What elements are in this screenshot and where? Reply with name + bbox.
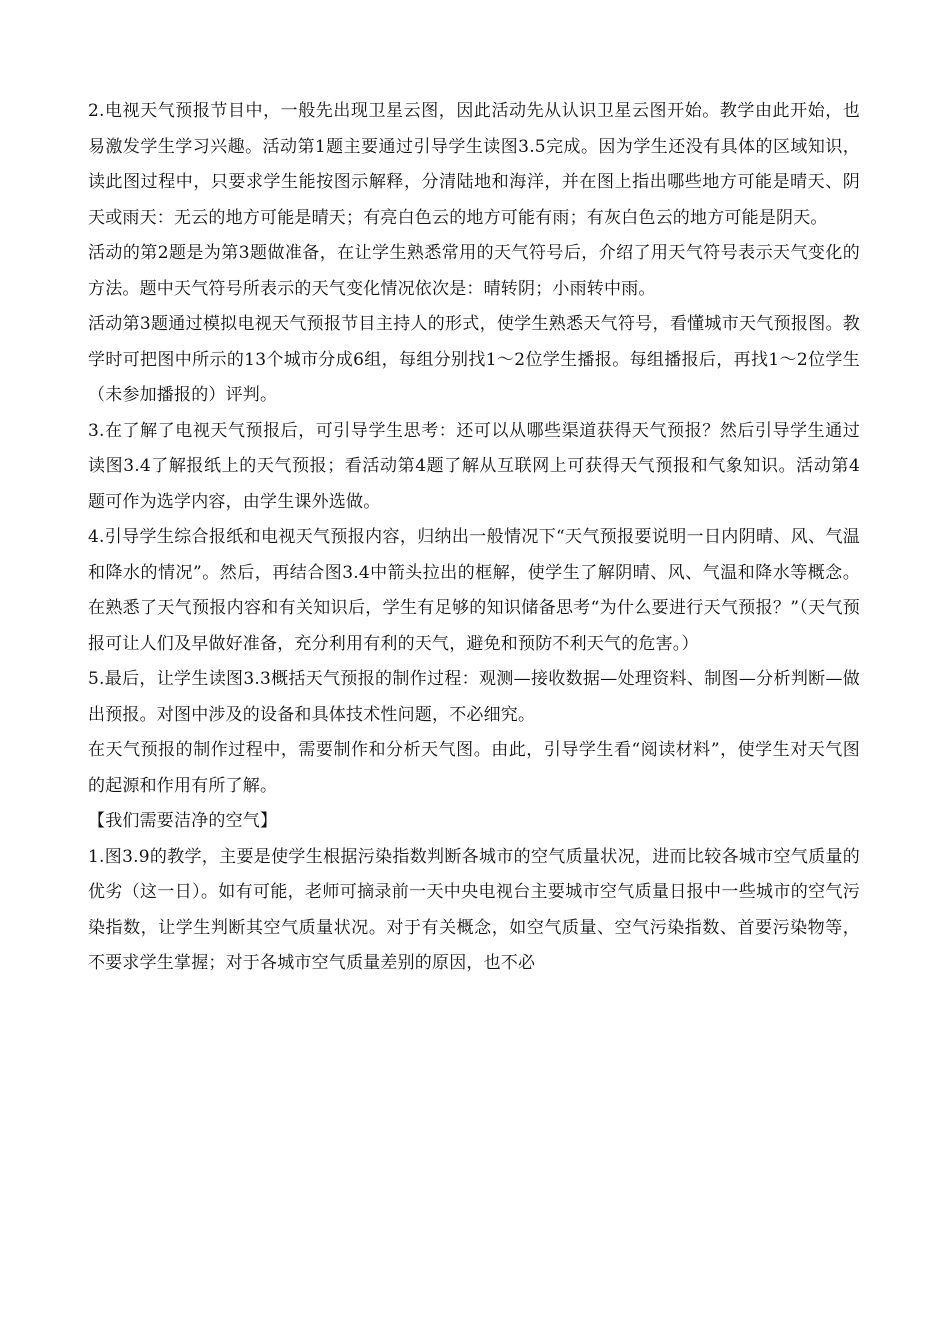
paragraph-weather-symbols: 活动的第2题是为第3题做准备，在让学生熟悉常用的天气符号后，介绍了用天气符号表示天气变化的方法。题中天气符号所表示的天气变化情况依次是：晴转阴；小雨转中雨。: [88, 243, 860, 299]
paragraph-weather-map: 在天气预报的制作过程中，需要制作和分析天气图。由此，引导学生看“阅读材料”，使学生对天气图的起源和作用有所了解。: [88, 740, 860, 796]
paragraph-satellite-cloud: 2.电视天气预报节目中，一般先出现卫星云图，因此活动先从认识卫星云图开始。教学由此开始，也易激发学生学习兴趣。活动第1题主要通过引导学生读图3.5完成。因为学生还没有具体的区域知识，读此图过程中，只要求学生能按图示解释，分清陆地和海洋，并在图上指出哪些地方可能是晴天、阴天或雨天：无云的地方可能是晴天；有亮白色云的地方可能有雨；有灰白色云的地方可能是阴天。: [88, 101, 860, 228]
section-title-clean-air: 【我们需要洁净的空气】: [88, 811, 278, 831]
paragraph-air-quality: 1.图3.9的教学，主要是使学生根据污染指数判断各城市的空气质量状况，进而比较各城市空气质量的优劣（这一日）。如有可能，老师可摘录前一天中央电视台主要城市空气质量日报中一些城市的空气污染指数，让学生判断其空气质量状况。对于有关概念，如空气质量、空气污染指数、首要污染物等，不要求学生掌握；对于各城市空气质量差别的原因，也不必: [88, 846, 860, 973]
paragraph-forecast-process: 5.最后，让学生读图3.3概括天气预报的制作过程：观测—接收数据—处理资料、制图—分析判断—做出预报。对图中涉及的设备和具体技术性问题，不必细究。: [88, 669, 860, 725]
document-body: [88, 94, 860, 982]
paragraph-city-forecast: 活动第3题通过模拟电视天气预报节目主持人的形式，使学生熟悉天气符号，看懂城市天气预报图。教学时可把图中所示的13个城市分成6组，每组分别找1～2位学生播报。每组播报后，再找1～2位学生（未参加播报的）评判。: [88, 314, 860, 405]
paragraph-forecast-channels: 3.在了解了电视天气预报后，可引导学生思考：还可以从哪些渠道获得天气预报？然后引导学生通过读图3.4了解报纸上的天气预报；看活动第4题了解从互联网上可获得天气预报和气象知识。活动第4题可作为选学内容，由学生课外选做。: [88, 420, 860, 512]
paragraph-forecast-content: 4.引导学生综合报纸和电视天气预报内容，归纳出一般情况下“天气预报要说明一日内阴晴、风、气温和降水的情况”。然后，再结合图3.4中箭头拉出的框解，使学生了解阴晴、风、气温和降水等概念。在熟悉了天气预报内容和有关知识后，学生有足够的知识储备思考“为什么要进行天气预报？”（天气预报可让人们及早做好准备，充分利用有利的天气，避免和预防不利天气的危害。）: [88, 527, 860, 654]
